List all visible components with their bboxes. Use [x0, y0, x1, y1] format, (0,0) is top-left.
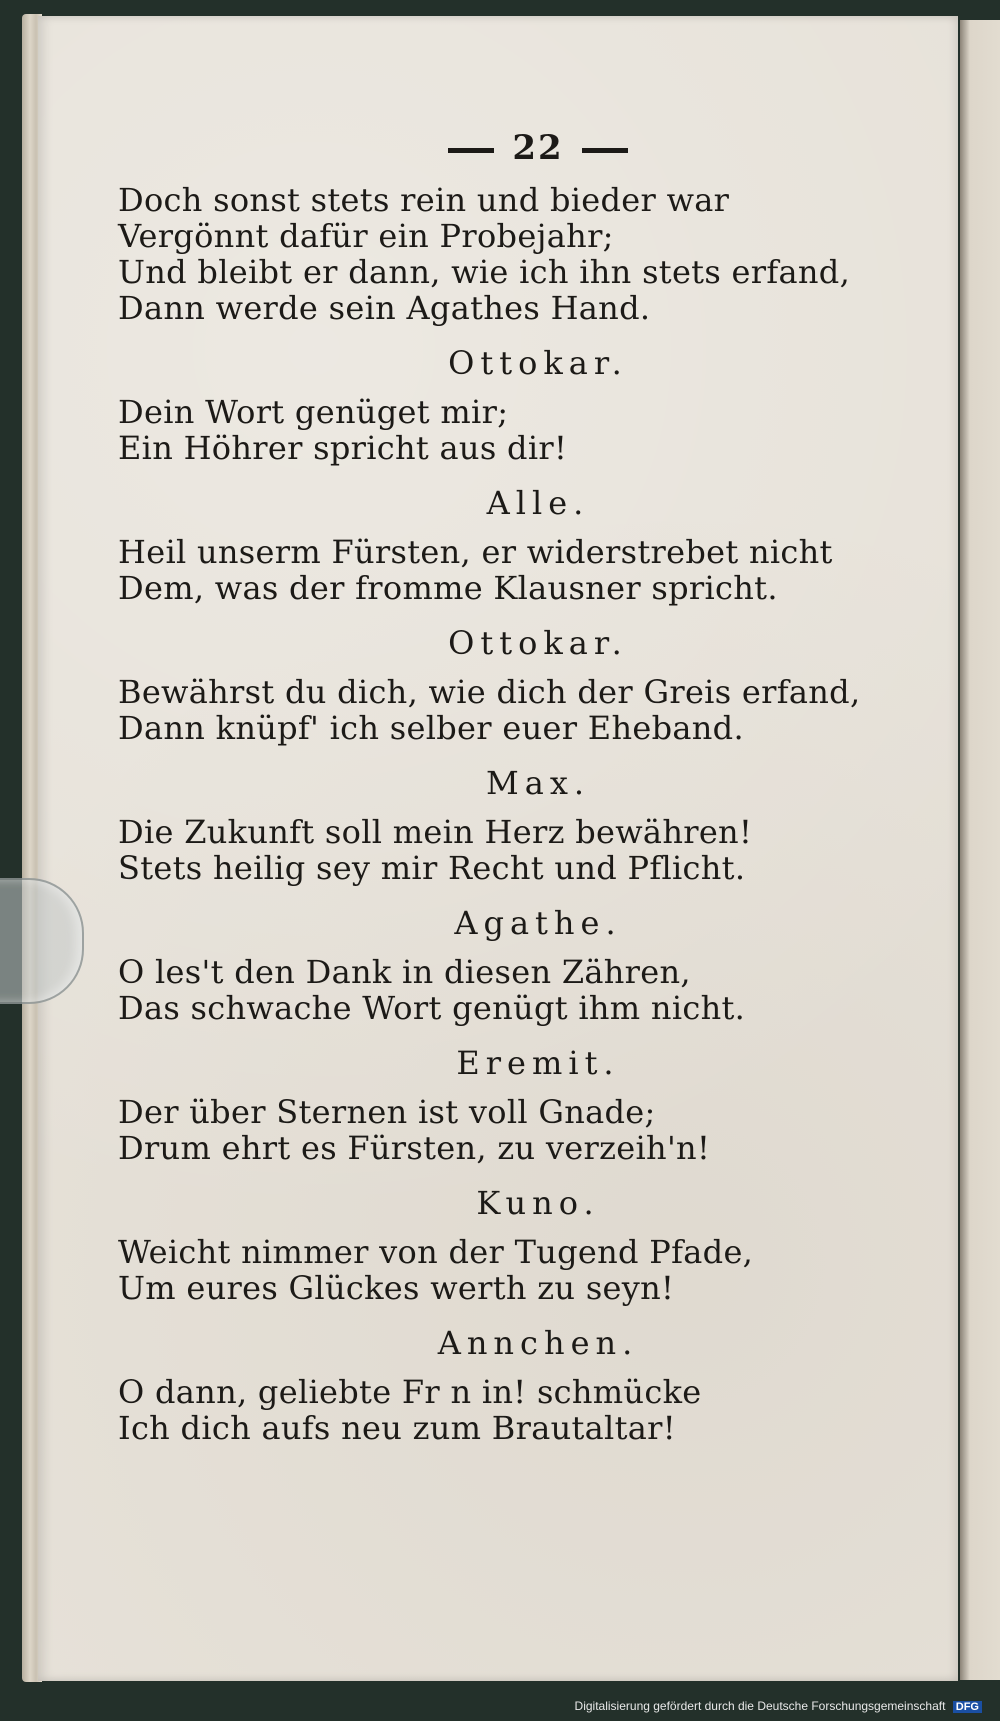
- verse-line: O dann, geliebte Fr n in! schmücke: [118, 1373, 702, 1411]
- verse-line: Drum ehrt es Fürsten, zu verzeih'n!: [118, 1129, 711, 1167]
- dash-left: [448, 148, 494, 153]
- adjacent-page-edge: [960, 20, 1000, 1680]
- verse-line: Dann knüpf' ich selber euer Eheband.: [118, 709, 744, 747]
- stanza: [118, 182, 918, 326]
- verse-line: Heil unserm Fürsten, er widerstrebet nicht: [118, 533, 833, 571]
- verse-line: Dem, was der fromme Klausner spricht.: [118, 569, 778, 607]
- verse-line: O les't den Dank in diesen Zähren,: [118, 953, 691, 991]
- dfg-logo: DFG: [953, 1701, 982, 1713]
- credit-text: Digitalisierung gefördert durch die Deutsche Forschungsgemeinschaft: [574, 1699, 946, 1713]
- speaker-heading: Max.: [485, 764, 591, 802]
- verse-line: Stets heilig sey mir Recht und Pflicht.: [118, 849, 746, 887]
- digitization-credit: [575, 1699, 982, 1713]
- page-content: [118, 118, 918, 1446]
- stanza: [118, 674, 918, 746]
- verse-line: Das schwache Wort genügt ihm nicht.: [118, 989, 746, 1027]
- page-number: [158, 118, 918, 178]
- speaker-heading: Kuno.: [476, 1184, 600, 1222]
- speaker-heading: Ottokar.: [448, 344, 628, 382]
- dash-right: [582, 148, 628, 153]
- stanza: [118, 534, 918, 606]
- verse-line: Die Zukunft soll mein Herz bewähren!: [118, 813, 753, 851]
- stanza: [118, 814, 918, 886]
- stanza: [118, 1094, 918, 1166]
- verse-line: Und bleibt er dann, wie ich ihn stets erfand,: [118, 253, 851, 291]
- verse-line: Ich dich aufs neu zum Brautaltar!: [118, 1409, 676, 1447]
- speaker-heading: Annchen.: [437, 1324, 639, 1362]
- speaker-heading: Agathe.: [454, 904, 622, 942]
- stanza: [118, 1374, 918, 1446]
- stanza: [118, 954, 918, 1026]
- stanza: [118, 1234, 918, 1306]
- page-number-text: 22: [512, 128, 564, 168]
- verse-line: Bewährst du dich, wie dich der Greis erfand,: [118, 673, 861, 711]
- stanza: [118, 394, 918, 466]
- verse-line: Ein Höhrer spricht aus dir!: [118, 429, 568, 467]
- verse-line: Um eures Glückes werth zu seyn!: [118, 1269, 675, 1307]
- speaker-heading: Eremit.: [456, 1044, 620, 1082]
- verse-line: Doch sonst stets rein und bieder war: [118, 181, 730, 219]
- verse-line: Der über Sternen ist voll Gnade;: [118, 1093, 656, 1131]
- speaker-heading: Ottokar.: [448, 624, 628, 662]
- verse-line: Dein Wort genüget mir;: [118, 393, 509, 431]
- verse-line: Weicht nimmer von der Tugend Pfade,: [118, 1233, 754, 1271]
- verse-line: Vergönnt dafür ein Probejahr;: [118, 217, 614, 255]
- speaker-heading: Alle.: [486, 484, 590, 522]
- verse-line: Dann werde sein Agathes Hand.: [118, 289, 651, 327]
